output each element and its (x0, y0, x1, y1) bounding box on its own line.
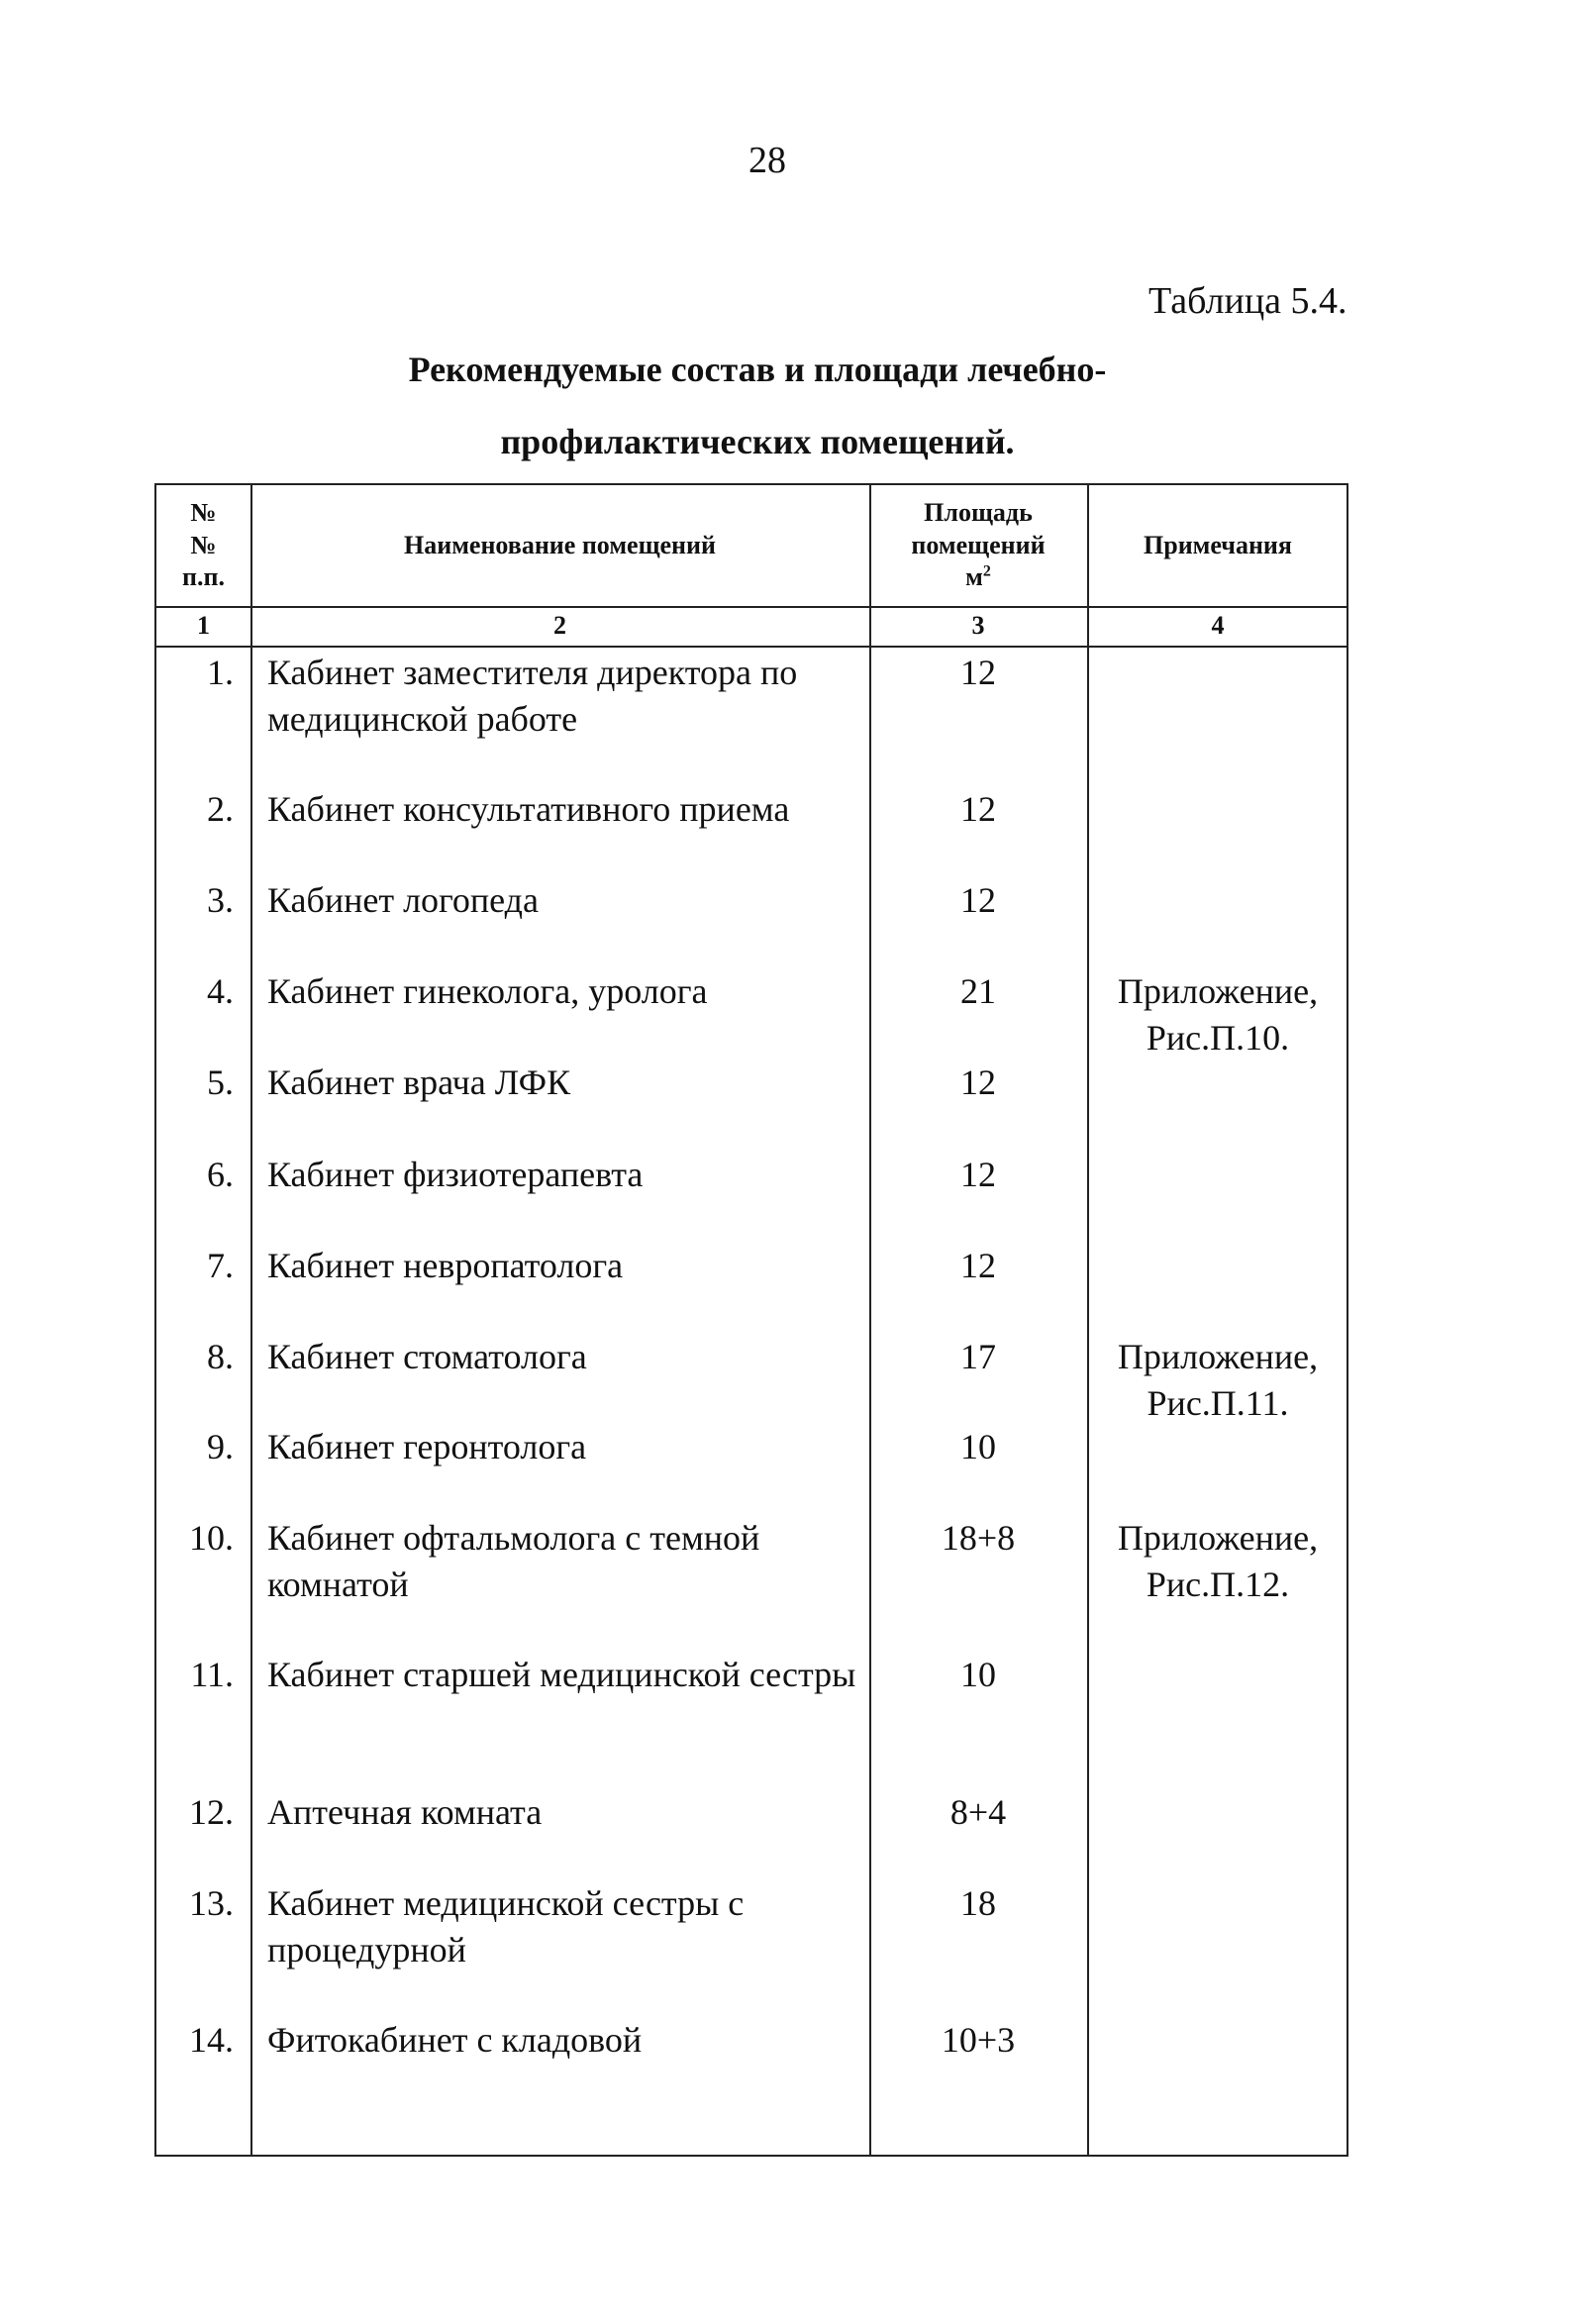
room-area: 18+8 (941, 1518, 1016, 1558)
room-area: 18 (960, 1883, 996, 1923)
row-number: 4. (207, 971, 234, 1011)
room-area: 8+4 (949, 1792, 1007, 1832)
room-area: 12 (960, 1062, 996, 1102)
room-name: Фитокабинет с кладовой (267, 2020, 643, 2060)
room-name: Кабинет медицинской сестры с процедурной (267, 1883, 745, 1970)
room-name: Кабинет геронтолога (267, 1427, 587, 1466)
row-number: 7. (207, 1246, 234, 1285)
note-appendix-p10 (1087, 968, 1348, 1061)
row-number: 12. (189, 1792, 234, 1832)
room-area: 21 (960, 971, 996, 1011)
page-number: 28 (748, 140, 786, 181)
header-area-line-2: помещений (911, 530, 1046, 559)
column-number-3: 3 (971, 611, 985, 640)
row-number: 1. (207, 653, 234, 692)
header-area-unit (911, 561, 1045, 594)
header-notes: Примечания (1144, 530, 1292, 559)
room-area: 12 (960, 880, 996, 920)
note-line-2: Рис.П.11. (1147, 1383, 1289, 1423)
rooms-table (154, 483, 1348, 2157)
column-divider (1087, 485, 1089, 2155)
row-number: 10. (189, 1518, 234, 1558)
room-area: 10+3 (941, 2020, 1016, 2060)
room-name: Кабинет гинеколога, уролога (267, 971, 708, 1011)
note-appendix-p11 (1087, 1334, 1348, 1427)
row-number: 6. (207, 1155, 234, 1194)
row-number: 9. (207, 1427, 234, 1466)
header-area-unit-exponent: 2 (982, 562, 991, 580)
column-number-1: 1 (197, 611, 210, 640)
header-number-line-2: № (190, 530, 217, 559)
note-appendix-p12 (1087, 1515, 1348, 1608)
room-area: 12 (960, 653, 996, 692)
room-name: Аптечная комната (267, 1792, 543, 1832)
row-number: 11. (190, 1655, 234, 1694)
row-number: 13. (189, 1883, 234, 1923)
header-area-line-1: Площадь (924, 498, 1033, 528)
numbers-divider (156, 646, 1347, 648)
note-line-1: Приложение, (1117, 971, 1319, 1011)
note-line-2: Рис.П.12. (1146, 1565, 1290, 1604)
row-number: 5. (207, 1062, 234, 1102)
room-name: Кабинет офтальмолога с темной комнатой (267, 1518, 760, 1604)
note-line-1: Приложение, (1117, 1518, 1319, 1558)
table-reference: Таблица 5.4. (1148, 280, 1347, 322)
row-number: 8. (207, 1337, 234, 1376)
room-name: Кабинет физиотерапевта (267, 1155, 644, 1194)
room-name: Кабинет консультативного приема (267, 789, 790, 829)
row-number: 14. (189, 2020, 234, 2060)
room-area: 12 (960, 1155, 996, 1194)
header-number-line-3: п.п. (182, 562, 225, 592)
room-area: 10 (960, 1427, 996, 1466)
room-area: 10 (960, 1655, 996, 1694)
room-name: Кабинет стоматолога (267, 1337, 587, 1376)
room-name: Кабинет логопеда (267, 880, 539, 920)
row-number: 2. (207, 789, 234, 829)
room-area: 12 (960, 789, 996, 829)
row-number: 3. (207, 880, 234, 920)
room-name: Кабинет невропатолога (267, 1246, 624, 1285)
room-name: Кабинет заместителя директора по медицинской работе (267, 653, 798, 739)
room-name: Кабинет врача ЛФК (267, 1062, 571, 1102)
column-number-4: 4 (1211, 611, 1225, 640)
table-title-line-2: профилактических помещений. (500, 422, 1015, 461)
room-area: 17 (960, 1337, 996, 1376)
column-divider (250, 485, 252, 2155)
header-number-line-1: № (190, 498, 217, 528)
header-area-unit-text: м (965, 562, 983, 592)
header-number (156, 485, 250, 606)
room-area: 12 (960, 1246, 996, 1285)
column-number-2: 2 (553, 611, 566, 640)
table-title-line-1: Рекомендуемые состав и площади лечебно- (408, 350, 1107, 389)
note-line-2: Рис.П.10. (1146, 1018, 1290, 1058)
header-name: Наименование помещений (404, 530, 716, 559)
header-area (869, 485, 1087, 606)
note-line-1: Приложение, (1117, 1337, 1319, 1376)
room-name: Кабинет старшей медицинской сестры (267, 1655, 856, 1694)
